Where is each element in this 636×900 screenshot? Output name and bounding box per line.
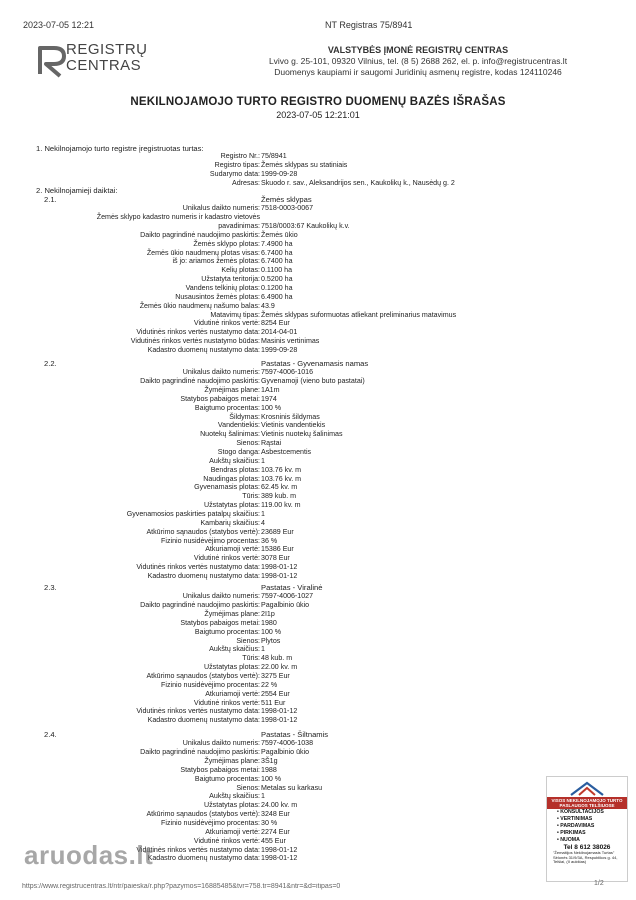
ad-services-list xyxy=(547,809,627,844)
field-value: 1998-01-12 xyxy=(261,563,298,572)
field-label: Atkuriamoji vertė: xyxy=(205,827,260,836)
field-label: Vidutinė rinkos vertė: xyxy=(193,319,260,328)
section-2-title: 2. Nekilnojamieji daiktai: xyxy=(36,186,118,195)
field-value: 7597-4006-1016 xyxy=(261,368,314,377)
field-value: 0.1200 ha xyxy=(261,284,293,292)
field-label: Žymėjimas plane: xyxy=(204,386,260,395)
bullet-icon: • xyxy=(557,837,561,843)
field-label: Žemės sklypo plotas: xyxy=(193,239,260,248)
field-label: Baigtumo procentas: xyxy=(194,403,260,412)
field-label: Daikto pagrindinė naudojimo paskirtis: xyxy=(140,748,260,757)
field-label: Kadastro duomenų nustatymo data: xyxy=(147,571,260,580)
ad-service-item xyxy=(557,823,627,830)
org-name: VALSTYBĖS ĮMONĖ REGISTRŲ CENTRAS xyxy=(327,45,509,55)
field-value: Asbestcementis xyxy=(261,448,312,456)
field-label: Statybos pabaigos metai: xyxy=(180,618,260,627)
field-value: 62.45 kv. m xyxy=(261,483,298,492)
field-label: Kadastro duomenų nustatymo data: xyxy=(147,345,260,354)
field-value: 1 xyxy=(261,792,265,801)
field-value: 75/8941 xyxy=(261,152,287,160)
field-value: 43.9 xyxy=(261,301,275,310)
ad-service-item xyxy=(557,830,627,837)
field-value: 7597-4006-1027 xyxy=(261,592,314,601)
logo-mark-icon xyxy=(36,44,70,78)
field-value: 3248 Eur xyxy=(261,810,290,819)
ad-note: "Žemaitijos Nekilnojamasis Turtas" Sėlonės 31/9/3A, Respublikos g. 44, Telšiai, (II aukštas) xyxy=(553,850,618,864)
ad-service-item xyxy=(557,809,627,816)
field-label: Atkūrimo sąnaudos (statybos vertė): xyxy=(146,672,260,680)
field-label: Fizinio nusidėvėjimo procentas: xyxy=(161,680,260,689)
field-value: Vietinis nuotekų šalinimas xyxy=(261,430,343,439)
field-value: 1998-01-12 xyxy=(261,716,298,725)
document-title: NEKILNOJAMOJO TURTO REGISTRO DUOMENŲ BAZĖS IŠRAŠAS xyxy=(130,96,506,108)
field-label: Tūris: xyxy=(242,492,260,501)
field-value: 1988 xyxy=(261,765,277,774)
field-value: 1980 xyxy=(261,618,277,627)
field-label: Užstatytas plotas: xyxy=(204,801,260,810)
field-value: 100 % xyxy=(261,774,282,783)
field-value: 103.76 kv. m xyxy=(261,465,302,474)
field-label: Registro tipas: xyxy=(214,160,260,169)
field-label: Žymėjimas plane: xyxy=(204,610,260,619)
field-label: Kelių plotas: xyxy=(221,266,260,275)
field-label: Sienos: xyxy=(236,783,260,792)
field-label: Bendras plotas: xyxy=(210,465,260,474)
section-1-title: 1. Nekilnojamojo turto registre įregistruotas turtas: xyxy=(36,144,204,153)
field-value: 1 xyxy=(261,645,265,654)
field-value: 36 % xyxy=(261,536,278,545)
field-label: Nuotekų šalinimas: xyxy=(200,430,260,439)
field-label: Vidutinė rinkos vertė: xyxy=(193,554,260,563)
field-label: Baigtumo procentas: xyxy=(194,627,260,636)
field-label: Sienos: xyxy=(236,636,260,645)
field-value: Pagalbinio ūkio xyxy=(261,748,310,757)
field-label: Žymėjimas plane: xyxy=(204,757,260,766)
field-label: Žemės ūkio naudmenų plotas visas: xyxy=(146,248,260,257)
field-value: 22 % xyxy=(261,680,278,689)
field-value: 3078 Eur xyxy=(261,554,290,563)
item-title: Pastatas - Gyvenamasis namas xyxy=(261,359,369,368)
field-value: 3275 Eur xyxy=(261,672,290,680)
field-label: Vidutinės rinkos vertės nustatymo data: xyxy=(136,563,260,572)
field-label: Daikto pagrindinė naudojimo paskirtis: xyxy=(140,230,260,239)
field-value: 1998-01-12 xyxy=(261,854,298,863)
field-label: Nusausintos žemės plotas: xyxy=(175,292,260,301)
ad-phone: Tel 8 612 38026 xyxy=(563,844,611,851)
field-value: 2554 Eur xyxy=(261,689,290,698)
field-value: 7518-0003-0067 xyxy=(261,204,314,213)
field-label: Užstatytas plotas: xyxy=(204,663,260,672)
field-value: 1 xyxy=(261,456,265,465)
field-label: Vidutinės rinkos vertės nustatymo data: xyxy=(136,707,260,716)
ad-service-label: KONSULTACIJOS xyxy=(560,809,604,815)
field-value: 389 kub. m xyxy=(261,492,297,501)
field-value: 4 xyxy=(261,518,265,527)
field-label: Sienos: xyxy=(236,439,260,448)
field-value: 1998-01-12 xyxy=(261,571,298,580)
field-value: Žemės ūkio xyxy=(261,230,298,239)
footer-url: https://www.registrucentras.lt/ntr/paieska/r.php?pazymos=16885485&tvr=758.tr=8941&ntr=&d=itipas=0 xyxy=(22,883,341,890)
field-label: Žemės sklypo kadastro numeris ir kadastro vietovės xyxy=(96,213,260,222)
logo-line2: CENTRAS xyxy=(66,57,142,74)
field-label: Tūris: xyxy=(242,654,260,663)
field-value: Metalas su karkasu xyxy=(261,783,323,792)
item-number: 2.2. xyxy=(44,359,57,368)
field-label: Fizinio nusidėvėjimo procentas: xyxy=(161,819,260,827)
field-value: Gyvenamoji (vieno buto pastatai) xyxy=(261,377,365,386)
item-title: Pastatas - Šiltnamis xyxy=(261,730,329,739)
field-value: 6.7400 ha xyxy=(261,257,293,266)
field-label: Kadastro duomenų nustatymo data: xyxy=(147,716,260,725)
field-value: 0.5200 ha xyxy=(261,275,293,284)
field-value: 22.00 kv. m xyxy=(261,663,298,672)
field-label: Statybos pabaigos metai: xyxy=(180,394,260,403)
field-value: Žemės sklypas suformuotas atliekant preliminarius matavimus xyxy=(261,310,457,319)
field-label: Fizinio nusidėvėjimo procentas: xyxy=(161,536,260,545)
field-label: pavadinimas: xyxy=(218,222,260,231)
item-title: Žemės sklypas xyxy=(261,195,312,204)
field-label: Žemės ūkio naudmenų našumo balas: xyxy=(139,301,260,310)
field-label: Matavimų tipas: xyxy=(210,310,260,319)
field-value: 6.4900 ha xyxy=(261,292,293,301)
field-value: 7.4900 ha xyxy=(261,239,293,248)
field-value: 1999-09-28 xyxy=(261,169,298,178)
field-value: 7597-4006-1038 xyxy=(261,739,314,748)
bullet-icon: • xyxy=(557,830,561,836)
field-label: Vidutinės rinkos vertės nustatymo būdas: xyxy=(130,337,260,346)
ad-banner: VISOS NEKILNOJAMOJO TURTO PASLAUGOS TELŠIUOSE xyxy=(547,797,627,809)
field-label: Unikalus daikto numeris: xyxy=(182,592,260,601)
field-label: Aukštų skaičius: xyxy=(209,792,260,801)
field-value: 119.00 kv. m xyxy=(261,501,301,510)
field-value: 2014-04-01 xyxy=(261,328,298,337)
agency-logo-icon xyxy=(567,779,607,797)
field-label: Užstatytas plotas: xyxy=(204,501,260,510)
field-label: Vidutinė rinkos vertė: xyxy=(193,836,260,845)
field-label: Atkūrimo sąnaudos (statybos vertė): xyxy=(146,527,260,536)
field-value: 1 xyxy=(261,509,265,518)
field-label: Vidutinės rinkos vertės nustatymo data: xyxy=(136,845,260,854)
org-info xyxy=(228,45,608,78)
field-label: Šildymas: xyxy=(229,412,260,421)
field-value: 455 Eur xyxy=(261,836,286,845)
field-value: Rąstai xyxy=(261,439,282,448)
field-label: Aukštų skaičius: xyxy=(209,456,260,465)
field-value: 1998-01-12 xyxy=(261,707,298,716)
field-value: Plytos xyxy=(261,636,281,645)
field-label: Atkuriamoji vertė: xyxy=(205,689,260,698)
field-label: Daikto pagrindinė naudojimo paskirtis: xyxy=(140,601,260,610)
field-label: Vandentiekis: xyxy=(217,421,260,430)
field-label: Atkūrimo sąnaudos (statybos vertė): xyxy=(146,810,260,819)
item-number: 2.3. xyxy=(44,583,57,592)
field-value: 1998-01-12 xyxy=(261,845,298,854)
field-value: Pagalbinio ūkio xyxy=(261,601,310,610)
field-label: Unikalus daikto numeris: xyxy=(182,204,260,213)
field-label: Vandens telkinių plotas: xyxy=(185,284,260,292)
agency-advertisement xyxy=(546,776,628,882)
field-value: 0.1100 ha xyxy=(261,266,293,275)
field-label: Statybos pabaigos metai: xyxy=(180,765,260,774)
item-number: 2.1. xyxy=(44,195,57,204)
item-number: 2.4. xyxy=(44,730,57,739)
item-title: Pastatas - Viralinė xyxy=(261,583,323,592)
org-address: Lvivo g. 25-101, 09320 Vilnius, tel. (8 5) 2688 262, el. p. info@registrucentras.lt xyxy=(268,56,568,66)
ad-service-item xyxy=(557,837,627,844)
document-date: 2023-07-05 12:21:01 xyxy=(276,110,360,120)
field-value: Krosninis šildymas xyxy=(261,412,320,421)
field-label: Registro Nr.: xyxy=(220,152,260,160)
field-value: 23689 Eur xyxy=(261,527,294,536)
field-label: Gyvenamosios paskirties patalpų skaičius: xyxy=(126,509,260,518)
bullet-icon: • xyxy=(557,816,561,822)
field-value: 24.00 kv. m xyxy=(261,801,298,810)
field-value: 100 % xyxy=(261,403,282,412)
field-value: 2274 Eur xyxy=(261,827,290,836)
field-value: 7518/0003:67 Kaukolikų k.v. xyxy=(261,222,350,231)
field-label: Užstatyta teritorija: xyxy=(201,275,260,284)
field-label: Daikto pagrindinė naudojimo paskirtis: xyxy=(140,377,260,386)
field-label: iš jo: ariamos žemės plotas: xyxy=(172,257,260,266)
field-label: Unikalus daikto numeris: xyxy=(182,368,260,377)
field-label: Unikalus daikto numeris: xyxy=(182,739,260,748)
field-label: Atkuriamoji vertė: xyxy=(205,545,260,554)
bullet-icon: • xyxy=(557,823,561,829)
field-label: Adresas: xyxy=(232,178,260,187)
field-value: Masinis vertinimas xyxy=(261,337,320,346)
field-value: 1999-09-28 xyxy=(261,345,298,354)
ad-service-label: NUOMA xyxy=(560,837,580,843)
field-label: Naudingas plotas: xyxy=(203,474,260,483)
field-value: 48 kub. m xyxy=(261,654,293,663)
print-timestamp: 2023-07-05 12:21 xyxy=(23,20,95,30)
field-label: Baigtumo procentas: xyxy=(194,774,260,783)
field-value: 511 Eur xyxy=(261,698,286,707)
field-value: 3Š1g xyxy=(261,757,278,766)
ad-service-item xyxy=(557,816,627,823)
footer-page-number: 1/2 xyxy=(594,880,604,887)
field-value: 30 % xyxy=(261,819,278,827)
field-value: Žemės sklypas su statiniais xyxy=(261,160,348,169)
field-label: Kambarių skaičius: xyxy=(200,518,260,527)
field-value: 100 % xyxy=(261,627,282,636)
field-label: Vidutinė rinkos vertė: xyxy=(193,698,260,707)
field-label: Gyvenamasis plotas: xyxy=(194,483,260,492)
ad-service-label: PIRKIMAS xyxy=(560,830,586,836)
field-value: 6.7400 ha xyxy=(261,248,293,257)
field-value: 103.76 kv. m xyxy=(261,474,302,483)
field-label: Sudarymo data: xyxy=(209,169,260,178)
field-value: 2I1p xyxy=(261,610,275,619)
aruodas-watermark: aruodas.lt xyxy=(24,840,154,870)
field-value: 1974 xyxy=(261,394,277,403)
ad-service-label: VERTINIMAS xyxy=(560,816,593,822)
logo-line1: REGISTRŲ xyxy=(66,41,148,58)
field-label: Kadastro duomenų nustatymo data: xyxy=(147,854,260,863)
field-value: Vietinis vandentiekis xyxy=(261,421,326,430)
field-label: Vidutinės rinkos vertės nustatymo data: xyxy=(136,328,260,337)
org-description: Duomenys kaupiami ir saugomi Juridinių asmenų registre, kodas 124110246 xyxy=(274,67,562,77)
field-value: 15386 Eur xyxy=(261,545,294,554)
field-value: Skuodo r. sav., Aleksandrijos sen., Kaukolikų k., Nausėdų g. 2 xyxy=(261,178,455,187)
field-value: 8254 Eur xyxy=(261,319,290,328)
field-value: 1A1m xyxy=(261,386,280,395)
ad-service-label: PARDAVIMAS xyxy=(560,823,595,829)
field-label: Stogo danga: xyxy=(217,448,260,456)
bullet-icon: • xyxy=(557,809,561,815)
field-label: Aukštų skaičius: xyxy=(209,645,260,654)
registry-number-header: NT Registras 75/8941 xyxy=(325,20,413,30)
